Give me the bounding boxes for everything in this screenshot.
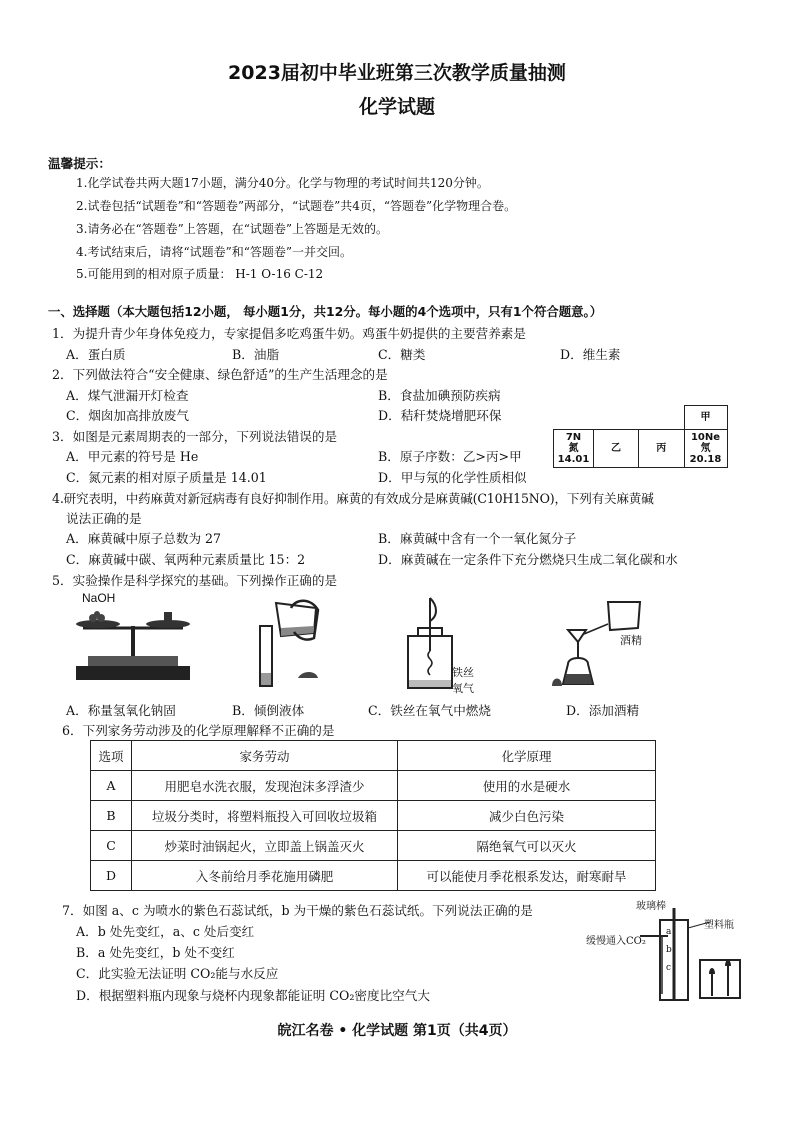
notice-item: 2.试卷包括“试题卷”和“答题卷”两部分，“试题卷”共4页，“答题卷”化学物理合卷。 [76, 199, 517, 213]
q1-option-b: B．油脂 [232, 347, 280, 362]
q6-cell: 用肥皂水洗衣服，发现泡沫多浮渣少 [132, 771, 398, 801]
q4-stem: 4.研究表明，中药麻黄对新冠病毒有良好抑制作用。麻黄的有效成分是麻黄碱(C10H15NO)，下列有关麻黄碱 [52, 491, 654, 506]
q6-cell: B [91, 801, 132, 831]
q4-stem-2: 说法正确的是 [66, 511, 142, 526]
q5-option-a: A．称量氢氧化钠固 [66, 703, 176, 718]
q3-option-b: B．原子序数：乙>丙>甲 [378, 449, 522, 464]
q5-option-c: C．铁丝在氧气中燃烧 [368, 703, 491, 718]
q6-header-principle: 化学原理 [398, 741, 656, 771]
q6-table [90, 740, 656, 891]
q7-option-b: B．a 处先变红，b 处不变红 [76, 945, 235, 960]
naoh-label: NaOH [82, 591, 116, 605]
table-row [91, 771, 656, 801]
n-mass: 14.01 [557, 454, 590, 465]
q2-option-c: C．烟囱加高排放废气 [66, 408, 189, 423]
q1-option-c: C．糖类 [378, 347, 426, 362]
q1-stem: 1．为提升青少年身体免疫力，专家提倡多吃鸡蛋牛奶。鸡蛋牛奶提供的主要营养素是 [52, 326, 526, 341]
plastic-bottle-label: 塑料瓶 [704, 920, 734, 931]
q4-option-d: D．麻黄碱在一定条件下充分燃烧只生成二氧化碳和水 [378, 552, 678, 567]
q6-cell: 可以能使月季花根系发达，耐寒耐旱 [398, 861, 656, 891]
q2-option-a: A．煤气泄漏开灯检查 [66, 388, 189, 403]
cell-bing: 丙 [639, 430, 685, 468]
q6-header-row [91, 741, 656, 771]
iron-wire-label: 铁丝 [452, 666, 474, 679]
q6-header-option: 选项 [91, 741, 132, 771]
q7-option-d: D．根据塑料瓶内现象与烧杯内现象都能证明 CO₂密度比空气大 [76, 988, 430, 1003]
q7-option-a: A．b 处先变红，a、c 处后变红 [76, 924, 255, 939]
table-row [91, 861, 656, 891]
q5-option-b: B．倾倒液体 [232, 703, 305, 718]
glass-rod-label: 玻璃棒 [636, 901, 666, 912]
ne-number: 10Ne [690, 432, 721, 443]
cell-yi: 乙 [594, 430, 639, 468]
q4-option-b: B．麻黄碱中含有一个一氧化氮分子 [378, 531, 577, 546]
q3-option-a: A．甲元素的符号是 He [66, 449, 199, 464]
oxygen-label: 氧气 [452, 682, 474, 695]
q7-option-c: C．此实验无法证明 CO₂能与水反应 [76, 966, 279, 981]
notice-heading: 温馨提示： [48, 156, 111, 171]
notice-item: 3.请务必在“答题卷”上答题，在“试题卷”上答题是无效的。 [76, 222, 388, 236]
q6-cell: 减少白色污染 [398, 801, 656, 831]
q7-stem: 7．如图 a、c 为喷水的紫色石蕊试纸，b 为干燥的紫色石蕊试纸。下列说法正确的是 [62, 903, 533, 918]
exam-subtitle: 化学试题 [358, 96, 435, 118]
q6-header-labor: 家务劳动 [132, 741, 398, 771]
notice-item: 5.可能用到的相对原子质量： H-1 O-16 C-12 [76, 267, 324, 281]
q6-cell: C [91, 831, 132, 861]
q6-cell: 入冬前给月季花施用磷肥 [132, 861, 398, 891]
notice-item: 4.考试结束后，请将“试题卷”和“答题卷”一并交回。 [76, 245, 352, 259]
section-heading: 一、选择题（本大题包括12小题， 每小题1分，共12分。每小题的4个选项中，只有1个符合题意。） [48, 304, 603, 319]
q6-cell: 炒菜时油锅起火，立即盖上锅盖灭火 [132, 831, 398, 861]
q6-cell: 使用的水是硬水 [398, 771, 656, 801]
table-row [91, 831, 656, 861]
balance-illustration [68, 606, 198, 686]
q1-option-a: A．蛋白质 [66, 347, 126, 362]
label-c: c [666, 963, 672, 973]
q6-cell: A [91, 771, 132, 801]
q3-option-c: C．氮元素的相对原子质量是 14.01 [66, 470, 267, 485]
ne-mass: 20.18 [689, 454, 722, 465]
label-b: b [666, 945, 672, 955]
co2-inlet-label: 缓慢通入CO₂ [586, 936, 646, 947]
label-a: a [666, 927, 672, 937]
co2-apparatus-illustration [640, 908, 746, 1002]
q4-option-a: A．麻黄碱中原子总数为 27 [66, 531, 222, 546]
cell-neon [684, 430, 727, 468]
q3-option-d: D．甲与氖的化学性质相似 [378, 470, 527, 485]
cell-jia: 甲 [684, 406, 727, 430]
q6-cell: 隔绝氧气可以灭火 [398, 831, 656, 861]
cell-nitrogen [554, 430, 594, 468]
alcohol-label: 酒精 [620, 634, 642, 647]
q6-cell: D [91, 861, 132, 891]
ne-name: 氖 [700, 443, 711, 454]
q6-cell: 垃圾分类时，将塑料瓶投入可回收垃圾箱 [132, 801, 398, 831]
exam-title: 2023届初中毕业班第三次教学质量抽测 [228, 62, 566, 84]
q3-stem: 3．如图是元素周期表的一部分，下列说法错误的是 [52, 429, 338, 444]
q2-stem: 2．下列做法符合“安全健康、绿色舒适”的生产生活理念的是 [52, 367, 388, 382]
q5-stem: 5．实验操作是科学探究的基础。下列操作正确的是 [52, 573, 338, 588]
q2-option-b: B．食盐加碘预防疾病 [378, 388, 501, 403]
table-row [91, 801, 656, 831]
n-name: 氮 [568, 443, 579, 454]
q5-option-d: D．添加酒精 [566, 703, 640, 718]
page-footer: 皖江名卷 • 化学试题 第1页（共4页） [277, 1023, 517, 1039]
pouring-liquid-illustration [236, 598, 326, 693]
q4-option-c: C．麻黄碱中碳、氧两种元素质量比 15：2 [66, 552, 306, 567]
q2-option-d: D．秸秆焚烧增肥环保 [378, 408, 502, 423]
q6-stem: 6．下列家务劳动涉及的化学原理解释不正确的是 [62, 723, 335, 738]
periodic-table-fragment [553, 405, 728, 468]
notice-item: 1.化学试卷共两大题17小题，满分40分。化学与物理的考试时间共120分钟。 [76, 176, 489, 190]
q1-option-d: D．维生素 [560, 347, 621, 362]
n-number: 7N [565, 432, 582, 443]
